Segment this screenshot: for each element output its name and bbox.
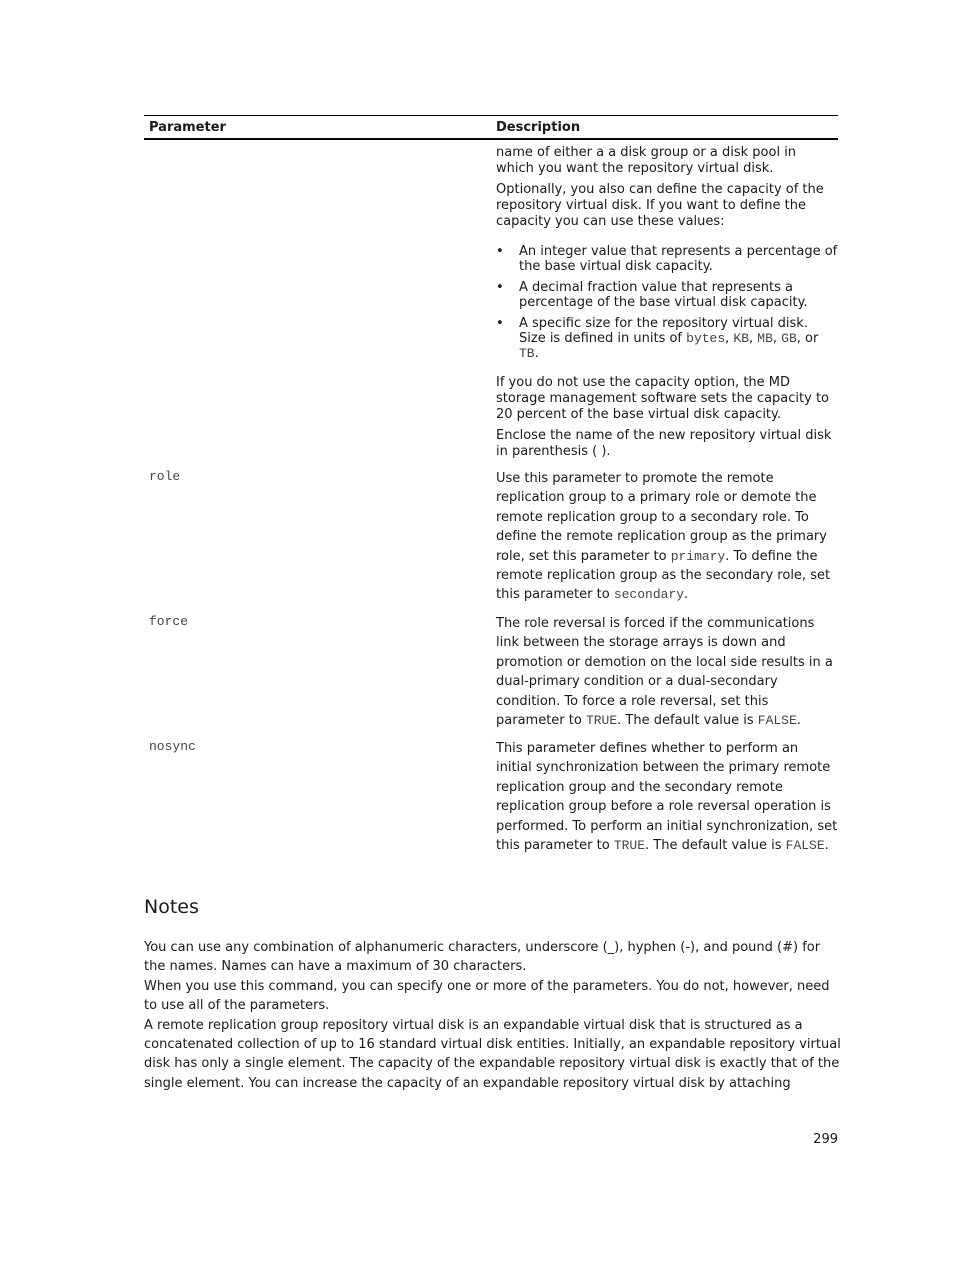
desc-paragraph: name of either a a disk group or a disk pool in which you want the repository virtual disk. (496, 145, 797, 176)
list-item: • A specific size for the repository virtual disk. Size is defined in units of bytes, KB, MB, GB, or TB. (496, 316, 838, 361)
code-false: FALSE (757, 713, 797, 729)
code-primary: primary (670, 548, 726, 564)
desc-paragraph: Enclose the name of the new repository virtual disk in parenthesis ( ). (496, 428, 832, 459)
desc-paragraph: The role reversal is forced if the communications link between the storage arrays is down and promotion or demotion on the local side results in a dual-primary condition or a dual-secondary condition. To force a role reversal, set this parameter to TRUE. The default value is FALSE. (496, 616, 833, 729)
desc-paragraph: If you do not use the capacity option, the MD storage management software sets the capacity to 20 percent of the base virtual disk capacity. (496, 375, 829, 422)
header-parameter: Parameter (149, 120, 226, 135)
parameter-name: role (149, 469, 181, 484)
description-cell (496, 614, 838, 730)
code-bytes: bytes (686, 331, 726, 346)
code-mb: MB (757, 331, 773, 346)
description-cell (496, 145, 838, 460)
parameter-name: force (149, 614, 189, 629)
capacity-options-list (496, 244, 838, 361)
code-false: FALSE (785, 838, 825, 854)
code-kb: KB (733, 331, 750, 346)
list-item: • An integer value that represents a percentage of the base virtual disk capacity. (496, 244, 838, 274)
description-cell (496, 739, 838, 855)
code-true: TRUE (585, 713, 618, 729)
description-cell (496, 469, 838, 605)
list-item: • A decimal fraction value that represents a percentage of the base virtual disk capacity. (496, 280, 838, 310)
desc-paragraph: Optionally, you also can define the capacity of the repository virtual disk. If you want to define the capacity you can use these values: (496, 182, 824, 229)
table-header (144, 115, 838, 140)
notes-body (144, 938, 844, 1093)
code-gb: GB (781, 331, 797, 346)
notes-heading: Notes (144, 896, 199, 918)
code-secondary: secondary (613, 587, 685, 603)
desc-paragraph: This parameter defines whether to perform an initial synchronization between the primary remote replication group and the secondary remote replication group before a role reversal operation is performed. To perform an initial synchronization, set this parameter to TRUE. The default value is FALSE. (496, 741, 838, 854)
code-tb: TB (519, 346, 535, 361)
desc-paragraph: Use this parameter to promote the remote replication group to a primary role or demote the remote replication group to a secondary role. To define the remote replication group as the primary role, set this parameter to primary. To define the remote replication group as the secondary role, set this parameter to secondary. (496, 471, 831, 603)
page-number: 299 (813, 1132, 838, 1147)
notes-paragraph: A remote replication group repository virtual disk is an expandable virtual disk that is structured as a concatenated collection of up to 16 standard virtual disk entities. Initially, an expandable repository virtual disk has only a single element. The capacity of the expandable repository virtual disk is exactly that of the single element. You can increase the capacity of an expandable repository virtual disk by attaching (144, 1017, 841, 1091)
code-true: TRUE (613, 838, 646, 854)
header-description: Description (496, 120, 581, 135)
parameter-table (144, 115, 838, 854)
parameter-name: nosync (149, 739, 196, 754)
notes-paragraph: When you use this command, you can specify one or more of the parameters. You do not, however, need to use all of the parameters. (144, 978, 830, 1014)
notes-paragraph: You can use any combination of alphanumeric characters, underscore (_), hyphen (-), and pound (#) for the names. Names can have a maximum of 30 characters. (144, 940, 821, 975)
